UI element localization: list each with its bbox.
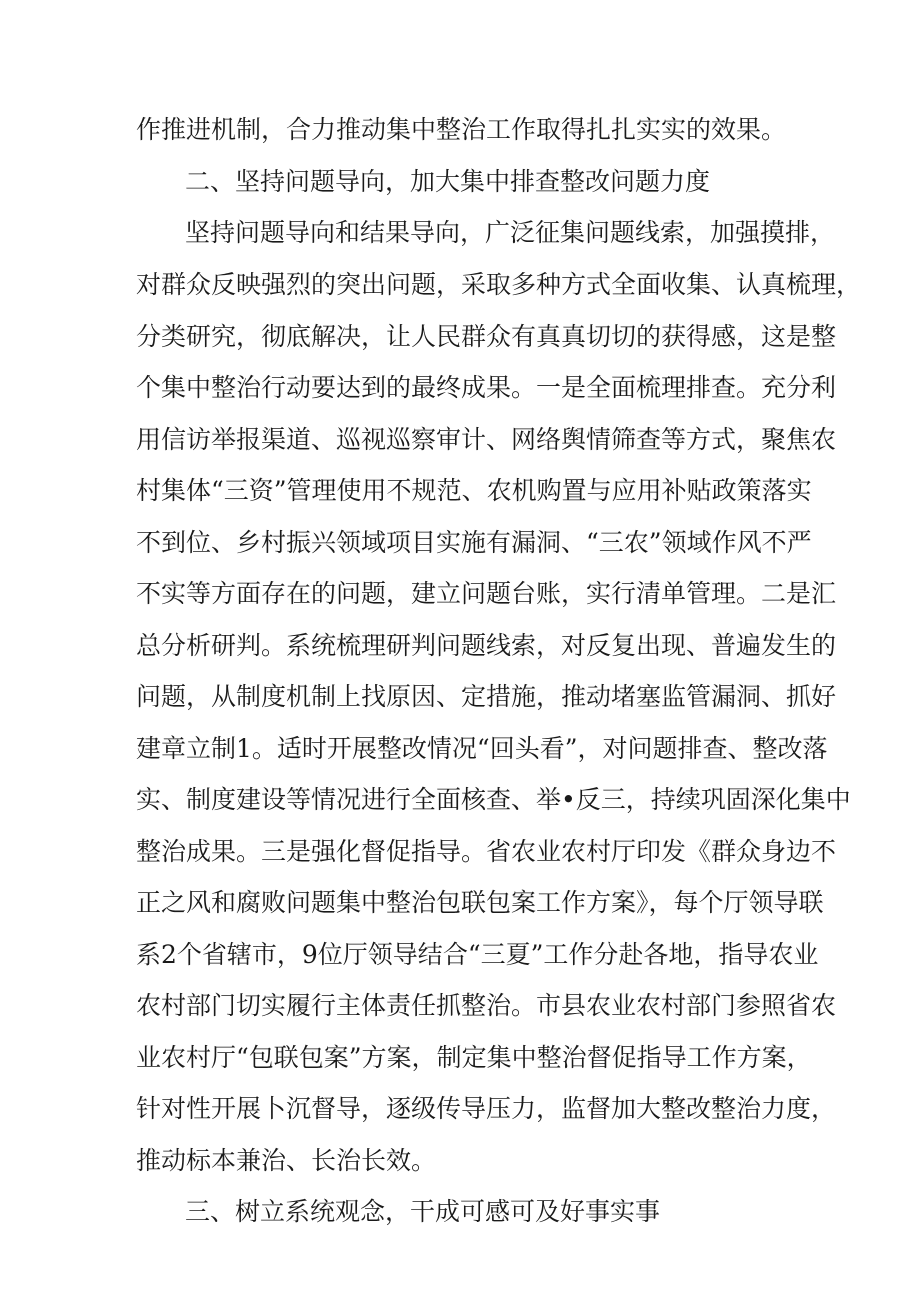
- paragraph-line: 正之风和腐败问题集中整治包联包案工作方案》，每个厅领导联: [136, 888, 824, 917]
- paragraph-line: 村集体“三资”管理使用不规范、农机购置与应用补贴政策落实: [136, 476, 812, 505]
- paragraph-line: 系2个省辖市，9位厅领导结合“三夏”工作分赴各地，指导农业: [136, 940, 819, 969]
- paragraph-line: 用信访举报渠道、巡视巡察审计、网络舆情筛查等方式，聚焦农: [136, 425, 837, 454]
- paragraph-line: 分类研究，彻底解决，让人民群众有真真切切的获得感，这是整: [136, 322, 837, 351]
- paragraph-line: 实、制度建设等情况进行全面核查、举•反三，持续巩固深化集中: [136, 785, 851, 814]
- paragraph-line: 农村部门切实履行主体责任抓整治。市县农业农村部门参照省农: [136, 991, 837, 1020]
- section-heading-2: 二、坚持问题导向，加大集中排查整改问题力度: [185, 167, 711, 196]
- paragraph-line: 对群众反映强烈的突出问题，采取多种方式全面收集、认真梳理，: [136, 270, 862, 299]
- paragraph-line: 整治成果。三是强化督促指导。省农业农村厅印发《群众身边不: [136, 837, 837, 866]
- paragraph-line: 业农村厅“包联包案”方案，制定集中整治督促指导工作方案，: [136, 1043, 812, 1072]
- paragraph-line: 作推进机制，合力推动集中整治工作取得扎扎实实的效果。: [136, 115, 787, 144]
- paragraph-line: 推动标本兼治、长治长效。: [136, 1146, 437, 1175]
- paragraph-line: 问题，从制度机制上找原因、定措施，推动堵塞监管漏洞、抓好: [136, 682, 837, 711]
- paragraph-line: 建章立制1。适时开展整改情况“回头看”，对问题排查、整改落: [136, 734, 828, 763]
- paragraph-line: 坚持问题导向和结果导向，广泛征集问题线索，加强摸排，: [185, 218, 836, 247]
- paragraph-line: 不实等方面存在的问题，建立问题台账，实行清单管理。二是汇: [136, 579, 837, 608]
- paragraph-line: 不到位、乡村振兴领域项目实施有漏洞、“三农”领域作风不严: [136, 528, 812, 557]
- paragraph-line: 针对性开展卜沉督导，逐级传导压力，监督加大整改整治力度，: [136, 1094, 837, 1123]
- paragraph-line: 个集中整治行动要达到的最终成果。一是全面梳理排查。充分利: [136, 373, 837, 402]
- section-heading-3: 三、树立系统观念，干成可感可及好事实事: [185, 1197, 661, 1226]
- paragraph-line: 总分析研判。系统梳理研判问题线索，对反复出现、普遍发生的: [136, 631, 837, 660]
